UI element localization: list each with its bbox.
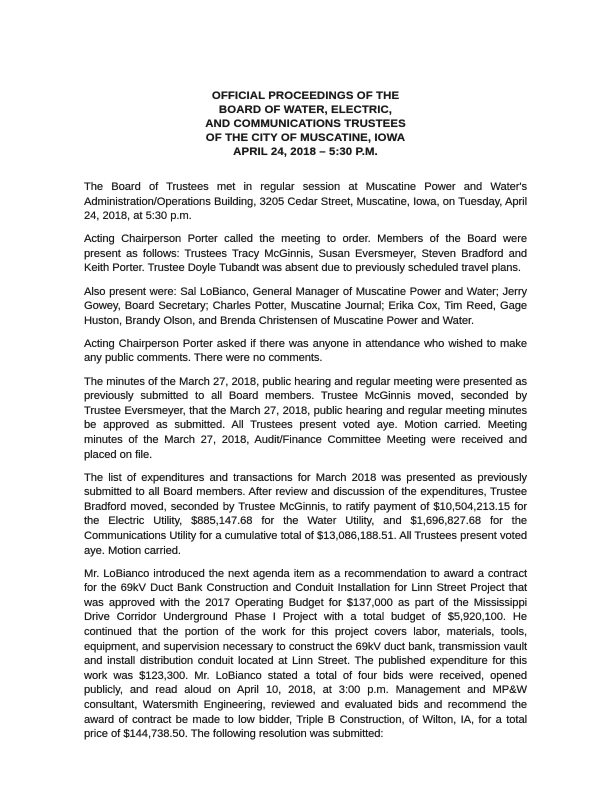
paragraph-call-to-order: Acting Chairperson Porter called the meeting to order. Members of the Board were present as follows: Trustees Tracy McGinnis, Susan Eversmeyer, Steven Bradford and Keith Porter. Trustee Doyle Tubandt was absent due to previously scheduled travel plans. (84, 233, 527, 275)
title-line-1: OFFICIAL PROCEEDINGS OF THE (211, 90, 400, 102)
document-body (84, 180, 527, 742)
title-line-3: AND COMMUNICATIONS TRUSTEES (205, 118, 406, 130)
title-line-2: BOARD OF WATER, ELECTRIC, (218, 104, 393, 116)
document-title (84, 89, 527, 159)
paragraph-also-present: Also present were: Sal LoBianco, General Manager of Muscatine Power and Water; Jerry Gowey, Board Secretary; Charles Potter, Muscatine Journal; Erika Cox, Tim Reed, Gage Huston, Brandy Olson, and Brenda Christensen of Muscatine Power and Water. (84, 285, 527, 327)
paragraph-expenditures: The list of expenditures and transactions for March 2018 was presented as previously submitted to all Board members. After review and discussion of the expenditures, Trustee Bradford moved, seconded by Trustee McGinnis, to ratify payment of $10,504,213.15 for the Electric Utility, $885,147.68 for the Water Utility, and $1,696,827.68 for the Communications Utility for a cumulative total of $13,086,188.51. All Trustees present voted aye. Motion carried. (84, 471, 527, 557)
title-line-5: APRIL 24, 2018 – 5:30 P.M. (233, 146, 378, 158)
paragraph-contract-recommendation: Mr. LoBianco introduced the next agenda item as a recommendation to award a contract for the 69kV Duct Bank Construction and Conduit Installation for Linn Street Project that was approved with the 2017 Operating Budget for $137,000 as part of the Mississippi Drive Corridor Underground Phase I Project with a total budget of $5,920,100. He continued that the portion of the work for this project covers labor, materials, tools, equipment, and supervision necessary to construct the 69kV duct bank, transmission vault and install distribution conduit located at Linn Street. The published expenditure for this work was $123,300. Mr. LoBianco stated a total of four bids were received, opened publicly, and read aloud on April 10, 2018, at 3:00 p.m. Management and MP&W consultant, Watersmith Engineering, reviewed and evaluated bids and recommend the award of contract be made to low bidder, Triple B Construction, of Wilton, IA, for a total price of $144,738.50. The following resolution was submitted: (84, 567, 527, 741)
paragraph-public-comments: Acting Chairperson Porter asked if there was anyone in attendance who wished to make any public comments. There were no comments. (84, 337, 527, 365)
paragraph-meeting-session: The Board of Trustees met in regular session at Muscatine Power and Water's Administration/Operations Building, 3205 Cedar Street, Muscatine, Iowa, on Tuesday, April 24, 2018, at 5:30 p.m. (84, 181, 527, 223)
paragraph-minutes-approval: The minutes of the March 27, 2018, public hearing and regular meeting were presented as previously submitted to all Board members. Trustee McGinnis moved, seconded by Trustee Eversmeyer, that the March 27, 2018, public hearing and regular meeting minutes be approved as submitted. All Trustees present voted aye. Motion carried. Meeting minutes of the March 27, 2018, Audit/Finance Committee Meeting were received and placed on file. (84, 375, 527, 461)
title-line-4: OF THE CITY OF MUSCATINE, IOWA (205, 132, 406, 144)
